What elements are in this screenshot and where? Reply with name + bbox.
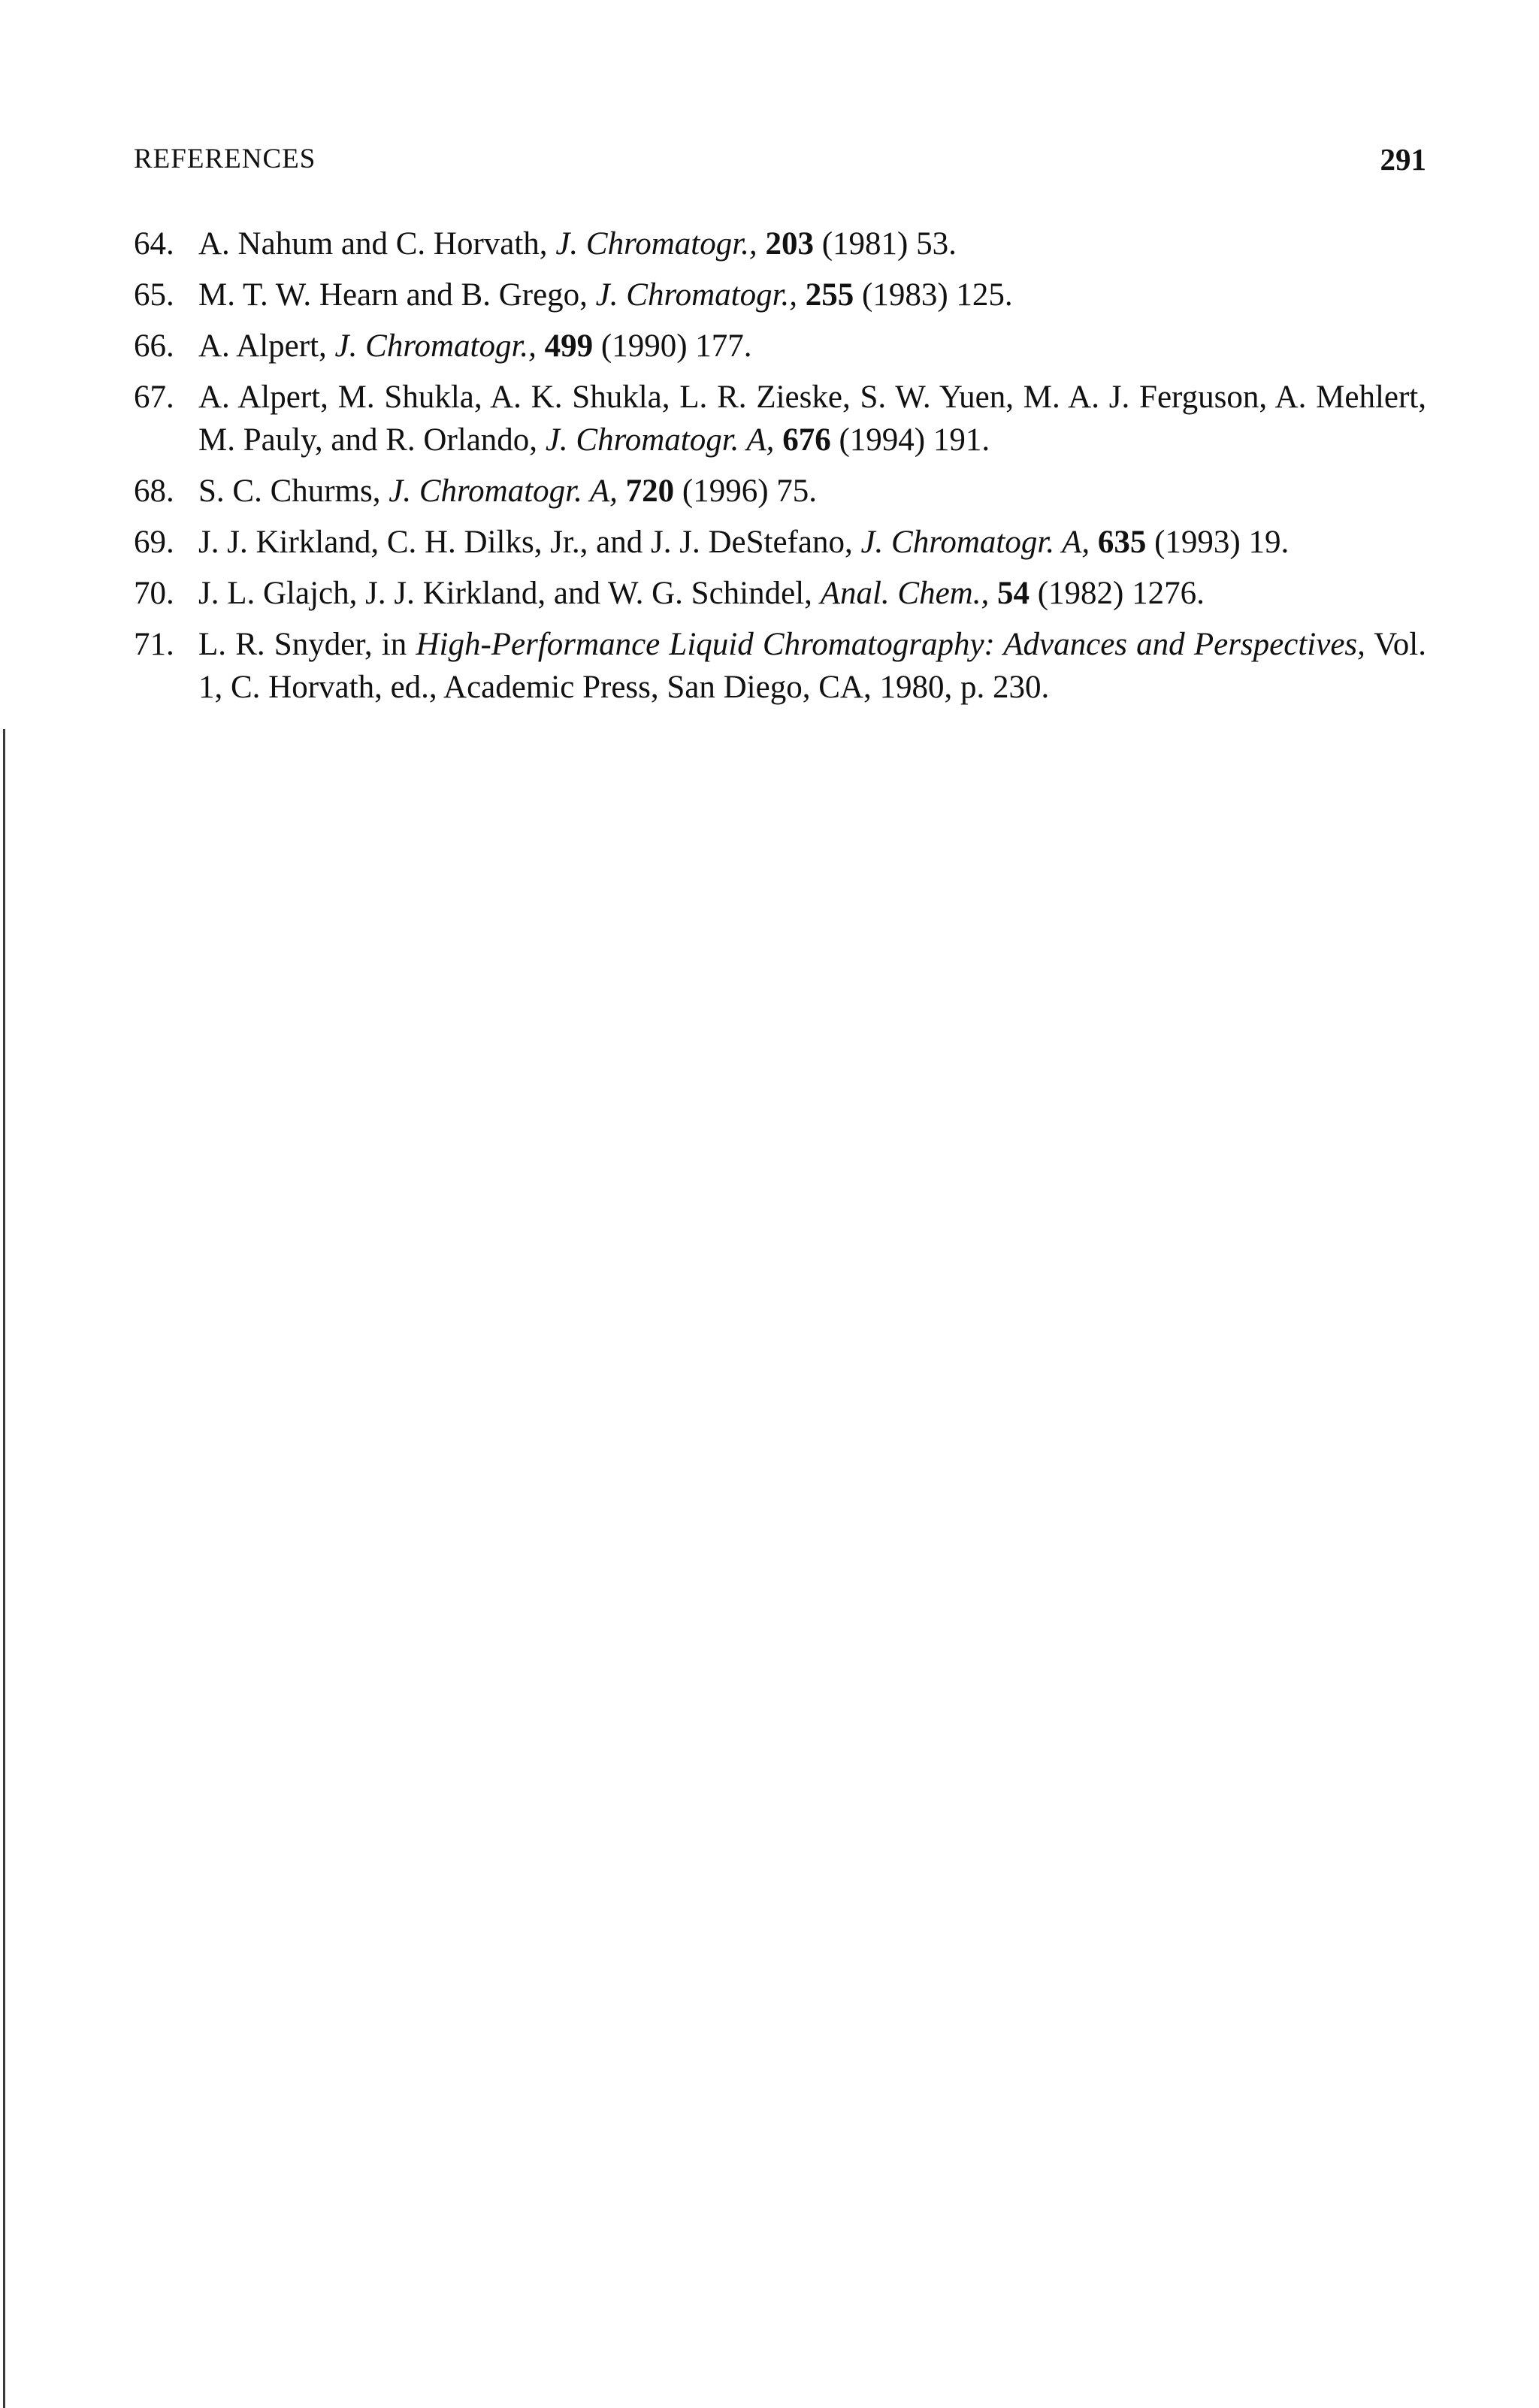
reference-number: 66. [134,328,174,364]
reference-text [797,277,806,313]
reference-number: 71. [134,627,174,662]
reference-text: A. Alpert, M. Shukla, A. K. Shukla, L. R. Zieske, S. W. Yuen, M. A. J. Ferguson, A. Mehlert, M. Pauly, and R. Orlando, [198,380,1426,458]
reference-text: M. T. W. Hearn and B. Grego, [198,277,596,313]
reference-number: 65. [134,277,174,313]
reference-text: J. L. Glajch, J. J. Kirkland, and W. G. Schindel, [198,576,821,611]
reference-title: J. Chromatogr. A, [860,525,1090,560]
reference-list [134,222,1426,717]
reference-volume: 203 [765,226,814,262]
reference-text: (1990) 177. [593,328,752,364]
reference-text: (1981) 53. [813,226,957,262]
reference-title: Anal. Chem., [820,576,990,611]
reference-title: J. Chromatogr., [334,328,537,364]
reference-volume: 676 [782,422,831,458]
reference-number: 68. [134,473,174,509]
reference-item [134,325,1426,368]
page-number: 291 [1380,142,1426,177]
reference-text: (1993) 19. [1146,525,1290,560]
section-title: REFERENCES [134,144,316,174]
reference-title: J. Chromatogr. A, [389,473,618,509]
reference-number: 64. [134,226,174,262]
reference-title: High-Performance Liquid Chromatography: Advances and Perspectives, [416,627,1365,662]
reference-number: 69. [134,525,174,560]
running-head [134,137,1426,182]
reference-number: 67. [134,380,174,415]
reference-item [134,222,1426,265]
reference-volume: 635 [1097,525,1147,560]
reference-volume: 255 [805,277,854,313]
reference-text: (1982) 1276. [1029,576,1205,611]
reference-text: Vol. 1, C. Horvath, ed., Academic Press, San Diego, CA, 1980, p. 230. [198,627,1426,705]
reference-item [134,521,1426,564]
reference-item [134,572,1426,615]
reference-title: J. Chromatogr., [555,226,757,262]
reference-text [989,576,997,611]
reference-item [134,274,1426,316]
reference-text: L. R. Snyder, in [198,627,416,662]
reference-title: J. Chromatogr., [595,277,798,313]
reference-volume: 720 [625,473,675,509]
reference-volume: 54 [996,576,1030,611]
reference-text [757,226,766,262]
reference-text [537,328,545,364]
reference-text: (1983) 125. [854,277,1013,313]
reference-item [134,376,1426,461]
reference-text [774,422,782,458]
reference-text: S. C. Churms, [198,473,389,509]
reference-volume: 499 [544,328,594,364]
reference-item [134,470,1426,513]
reference-number: 70. [134,576,174,611]
reference-text: J. J. Kirkland, C. H. Dilks, Jr., and J. J. DeStefano, [198,525,861,560]
reference-text [618,473,626,509]
reference-text: A. Nahum and C. Horvath, [198,226,556,262]
reference-text: (1996) 75. [674,473,818,509]
reference-text: A. Alpert, [198,328,335,364]
scan-margin-line [3,729,5,2408]
reference-text [1090,525,1098,560]
reference-title: J. Chromatogr. A, [545,422,775,458]
reference-item [134,623,1426,709]
reference-text: (1994) 191. [830,422,990,458]
